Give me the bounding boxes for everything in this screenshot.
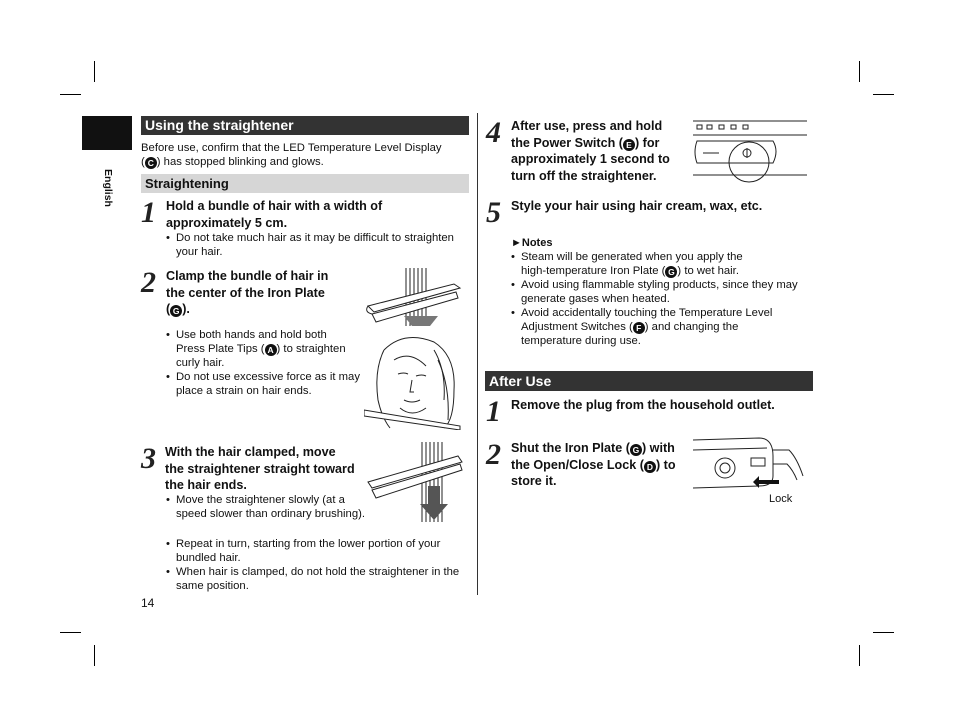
crop-mark xyxy=(60,632,81,633)
note-item: • Steam will be generated when you apply the high-temperature Iron Plate ( G ) to wet hair. xyxy=(511,250,821,278)
ref-circle-f: F xyxy=(633,322,645,334)
step-title: Remove the plug from the household outlet. xyxy=(511,398,775,412)
woman-hair-illustration xyxy=(364,330,464,430)
crop-mark xyxy=(60,94,81,95)
ref-circle-a: A xyxy=(265,344,277,356)
lock-label: Lock xyxy=(769,493,793,505)
page-number: 14 xyxy=(141,596,155,610)
column-divider xyxy=(477,113,478,595)
crop-mark xyxy=(859,645,860,666)
notes-title: ►Notes xyxy=(511,237,553,249)
crop-mark xyxy=(873,94,894,95)
ref-circle-d: D xyxy=(644,461,656,473)
bullet-item: • Do not take much hair as it may be difficult to straighten your hair. xyxy=(166,231,478,259)
step-number: 1 xyxy=(486,395,501,428)
step-number: 1 xyxy=(141,196,156,229)
step-title: Shut the Iron Plate ( G ) with the Open/Close Lock ( D ) to store it. xyxy=(511,441,676,488)
ref-circle-c: C xyxy=(145,157,157,169)
note-item: • Avoid accidentally touching the Temperature Level Adjustment Switches ( F ) and changing the temperature during use. xyxy=(511,306,821,348)
step-number: 4 xyxy=(486,116,501,149)
bullet-item: • Use both hands and hold both Press Plate Tips ( A ) to straighten curly hair. xyxy=(166,328,376,370)
crop-mark xyxy=(859,61,860,82)
ref-circle-g: G xyxy=(170,305,182,317)
straightener-clamp-illustration xyxy=(364,266,464,328)
step-title: With the hair clamped, move the straightener straight toward the hair ends. xyxy=(165,445,355,492)
lock-illustration xyxy=(693,436,808,494)
power-switch-illustration xyxy=(693,117,808,185)
note-item: • Avoid using flammable styling products, since they may generate gases when heated. xyxy=(511,278,821,306)
bullet-item: • Do not use excessive force as it may place a strain on hair ends. xyxy=(166,370,361,398)
bullet-item: • Move the straightener slowly (at a speed slower than ordinary brushing). xyxy=(166,493,366,521)
step-number: 3 xyxy=(141,442,156,475)
side-tab-block xyxy=(82,116,132,150)
step-title: Hold a bundle of hair with a width of approximately 5 cm. xyxy=(166,199,383,230)
step-number: 2 xyxy=(141,266,156,299)
side-tab-label: English xyxy=(102,169,114,207)
straightener-pull-illustration xyxy=(364,442,464,524)
section-header-using: Using the straightener xyxy=(141,116,469,135)
step-title: Style your hair using hair cream, wax, etc. xyxy=(511,199,763,213)
crop-mark xyxy=(94,61,95,82)
section-header-after-use: After Use xyxy=(485,371,813,391)
crop-mark xyxy=(873,632,894,633)
notes-arrow-icon: ► xyxy=(511,237,522,249)
step-title: Clamp the bundle of hair in the center of the Iron Plate ( G ). xyxy=(166,269,329,316)
step-number: 5 xyxy=(486,196,501,229)
crop-mark xyxy=(94,645,95,666)
bullet-item: • When hair is clamped, do not hold the straightener in the same position. xyxy=(166,565,476,593)
ref-circle-e: E xyxy=(623,139,635,151)
intro-text: Before use, confirm that the LED Temperature Level Display ( C ) has stopped blinking and glows. xyxy=(141,142,442,168)
step-number: 2 xyxy=(486,438,501,471)
ref-circle-g: G xyxy=(630,444,642,456)
bullet-item: • Repeat in turn, starting from the lower portion of your bundled hair. xyxy=(166,537,476,565)
ref-circle-g: G xyxy=(665,266,677,278)
subheader-straightening: Straightening xyxy=(141,174,469,193)
step-title: After use, press and hold the Power Switch ( E ) for approximately 1 second to turn off the straightener. xyxy=(511,119,670,183)
